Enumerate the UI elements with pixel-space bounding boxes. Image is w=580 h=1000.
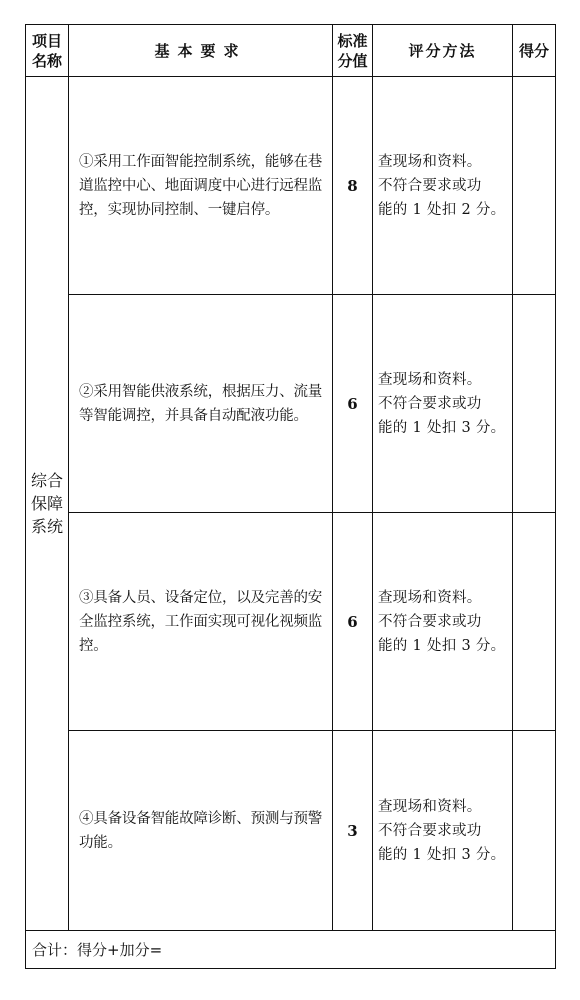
header-item-name-line-1: 项目 [31,31,62,50]
method-line: 查现场和资料。 [378,798,482,815]
header-row [26,25,556,77]
requirement-cell: ②采用智能供液系统，根据压力、流量等智能调控，并具备自动配液功能。 [69,295,333,513]
total-cell: 合计：得分+加分= [26,931,556,969]
table-row [26,513,556,731]
table-row [26,77,556,295]
scoring-table-sheet [25,24,555,968]
score-input-cell[interactable] [513,513,556,731]
scoring-method-cell [373,513,513,731]
method-line: 查现场和资料。 [378,153,482,170]
header-standard-score-line-2: 分值 [337,51,368,70]
scoring-method-cell [373,295,513,513]
table-row [26,295,556,513]
score-input-cell[interactable] [513,77,556,295]
scoring-table [25,24,556,969]
method-line: 不符合要求或功 [378,395,482,412]
category-line-2: 保障 [30,494,63,513]
header-score: 得分 [513,25,556,77]
standard-score-cell: 8 [333,77,373,295]
method-line: 能的 1 处扣 3 分。 [378,419,506,436]
table-row [26,731,556,931]
method-line: 能的 1 处扣 3 分。 [378,637,506,654]
category-cell [26,77,69,931]
standard-score-cell: 3 [333,731,373,931]
requirement-cell: ④具备设备智能故障诊断、预测与预警功能。 [69,731,333,931]
method-line: 查现场和资料。 [378,589,482,606]
header-item-name-line-2: 名称 [31,51,62,70]
method-line: 不符合要求或功 [378,613,482,630]
method-line: 查现场和资料。 [378,371,482,388]
standard-score-cell: 6 [333,513,373,731]
method-line: 不符合要求或功 [378,177,482,194]
header-standard-score-line-1: 标准 [337,31,368,50]
score-input-cell[interactable] [513,295,556,513]
score-input-cell[interactable] [513,731,556,931]
header-scoring-method: 评分方法 [373,25,513,77]
header-standard-score [333,25,373,77]
total-row [26,931,556,969]
method-line: 能的 1 处扣 3 分。 [378,846,506,863]
category-line-3: 系统 [30,517,63,536]
method-line: 不符合要求或功 [378,822,482,839]
method-line: 能的 1 处扣 2 分。 [378,201,506,218]
header-basic-requirements: 基本要求 [69,25,333,77]
requirement-cell: ①采用工作面智能控制系统，能够在巷道监控中心、地面调度中心进行远程监控，实现协同控制、一键启停。 [69,77,333,295]
standard-score-cell: 6 [333,295,373,513]
requirement-cell: ③具备人员、设备定位，以及完善的安全监控系统，工作面实现可视化视频监控。 [69,513,333,731]
scoring-method-cell [373,77,513,295]
category-line-1: 综合 [30,471,63,490]
header-item-name [26,25,69,77]
scoring-method-cell [373,731,513,931]
